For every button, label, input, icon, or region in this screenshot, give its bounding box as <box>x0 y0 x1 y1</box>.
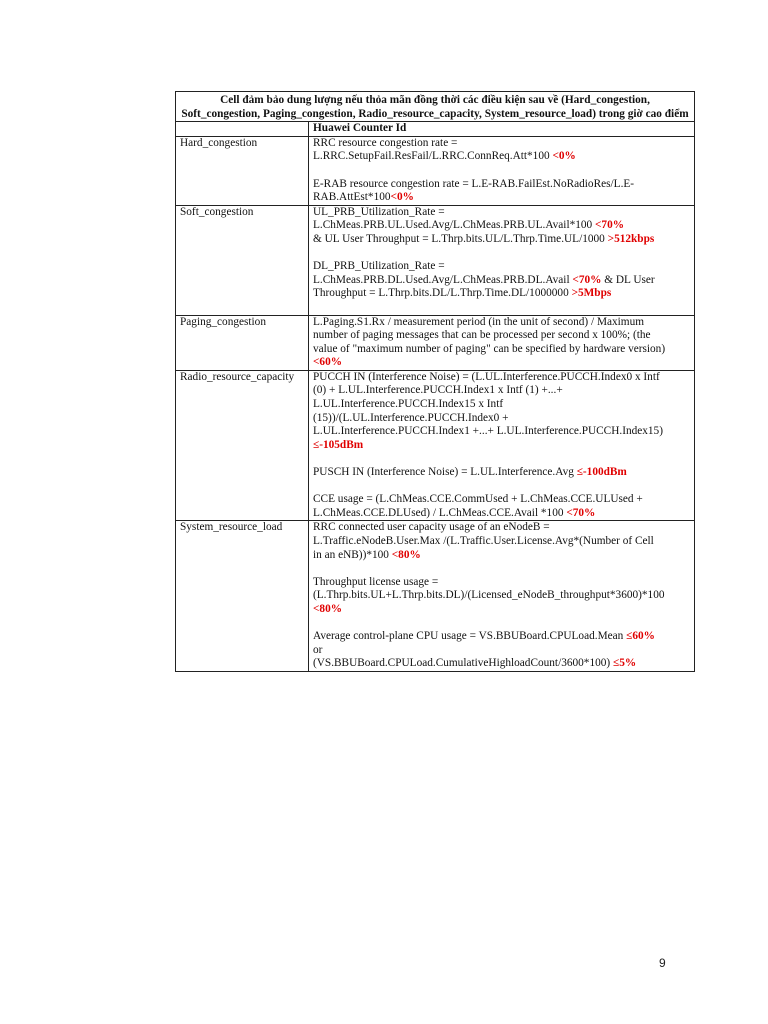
formula-text: L.ChMeas.PRB.UL.Used.Avg/L.ChMeas.PRB.UL.Avail*100 <box>313 219 595 232</box>
threshold: <60% <box>313 356 343 369</box>
page-number: 9 <box>659 956 666 970</box>
threshold: <70% <box>566 506 596 519</box>
formula-text: or <box>313 643 323 656</box>
formula-text: & UL User Throughput = L.Thrp.bits.UL/L.Thrp.Time.UL/1000 <box>313 232 608 245</box>
formula-text: E-RAB resource congestion rate = L.E-RAB.FailEst.NoRadioRes/L.E- <box>313 177 635 190</box>
formula-text: (L.Thrp.bits.UL+L.Thrp.bits.DL)/(Licensed_eNodeB_throughput*3600)*100 <box>313 589 665 602</box>
formula-text: in an eNB))*100 <box>313 548 392 561</box>
table-row <box>176 205 695 315</box>
table-row <box>176 136 695 205</box>
formula-text: UL_PRB_Utilization_Rate = <box>313 205 445 218</box>
row-name: System_resource_load <box>176 521 309 672</box>
threshold: >512kbps <box>607 232 655 245</box>
formula-text: RRC connected user capacity usage of an eNodeB = <box>313 521 550 534</box>
formula-text: CCE usage = (L.ChMeas.CCE.CommUsed + L.ChMeas.CCE.ULUsed + <box>313 493 643 506</box>
formula-text: L.ChMeas.CCE.DLUsed) / L.ChMeas.CCE.Avail *100 <box>313 506 567 519</box>
row-name: Soft_congestion <box>176 205 309 315</box>
formula-text: (15))/(L.UL.Interference.PUCCH.Index0 + <box>313 411 509 424</box>
formula-text: Throughput license usage = <box>313 575 439 588</box>
row-name: Radio_resource_capacity <box>176 370 309 521</box>
threshold: ≤-100dBm <box>576 466 627 479</box>
table-row <box>176 370 695 521</box>
threshold: <70% <box>595 219 625 232</box>
row-name: Paging_congestion <box>176 315 309 370</box>
counter-formula <box>309 370 695 521</box>
counter-formula <box>309 315 695 370</box>
formula-text: L.ChMeas.PRB.DL.Used.Avg/L.ChMeas.PRB.DL.Avail <box>313 273 573 286</box>
formula-text: L.UL.Interference.PUCCH.Index15 x Intf <box>313 398 504 411</box>
counter-formula <box>309 136 695 205</box>
column-header-kpi <box>176 122 309 137</box>
kpi-table <box>175 91 695 672</box>
formula-text: L.Paging.S1.Rx / measurement period (in the unit of second) / Maximum <box>313 315 645 328</box>
table-title: Cell đảm bảo dung lượng nếu thỏa mãn đồng thời các điều kiện sau về (Hard_congestion, Soft_congestion, Paging_congestion, Radio_resource_capacity, System_resource_load) trong giờ cao điểm <box>176 92 695 122</box>
column-header-row <box>176 122 695 137</box>
formula-text: (VS.BBUBoard.CPULoad.CumulativeHighloadCount/3600*100) <box>313 657 613 670</box>
formula-text: Throughput = L.Thrp.bits.DL/L.Thrp.Time.DL/1000000 <box>313 287 572 300</box>
threshold: <0% <box>390 191 414 204</box>
row-name: Hard_congestion <box>176 136 309 205</box>
formula-text: value of "maximum number of paging" can be specified by hardware version) <box>313 342 666 355</box>
counter-formula <box>309 521 695 672</box>
table-title-row <box>176 92 695 122</box>
formula-text: number of paging messages that can be processed per second x 100%; (the <box>313 329 651 342</box>
table-row <box>176 315 695 370</box>
formula-text: L.UL.Interference.PUCCH.Index1 +...+ L.UL.Interference.PUCCH.Index15) <box>313 425 663 438</box>
threshold: <0% <box>552 150 576 163</box>
column-header-counter-id: Huawei Counter Id <box>309 122 695 137</box>
threshold: <70% <box>572 273 602 286</box>
formula-text: PUCCH IN (Interference Noise) = (L.UL.Interference.PUCCH.Index0 x Intf <box>313 370 660 383</box>
formula-text: RRC resource congestion rate = <box>313 136 458 149</box>
formula-text: RAB.AttEst*100 <box>313 191 391 204</box>
counter-formula <box>309 205 695 315</box>
formula-text: DL_PRB_Utilization_Rate = <box>313 260 445 273</box>
threshold: ≤-105dBm <box>313 438 364 451</box>
threshold: <80% <box>391 548 421 561</box>
formula-text: PUSCH IN (Interference Noise) = L.UL.Interference.Avg <box>313 466 577 479</box>
formula-text: (0) + L.UL.Interference.PUCCH.Index1 x Intf (1) +...+ <box>313 384 563 397</box>
formula-text: L.RRC.SetupFail.ResFail/L.RRC.ConnReq.Att*100 <box>313 150 553 163</box>
table-row <box>176 521 695 672</box>
threshold: >5Mbps <box>571 287 612 300</box>
formula-text: Average control-plane CPU usage = VS.BBUBoard.CPULoad.Mean <box>313 630 627 643</box>
formula-text: L.Traffic.eNodeB.User.Max /(L.Traffic.User.License.Avg*(Number of Cell <box>313 535 654 547</box>
formula-text: & DL User <box>601 273 655 286</box>
threshold: ≤60% <box>626 630 655 643</box>
threshold: ≤5% <box>613 657 637 670</box>
threshold: <80% <box>313 602 343 615</box>
